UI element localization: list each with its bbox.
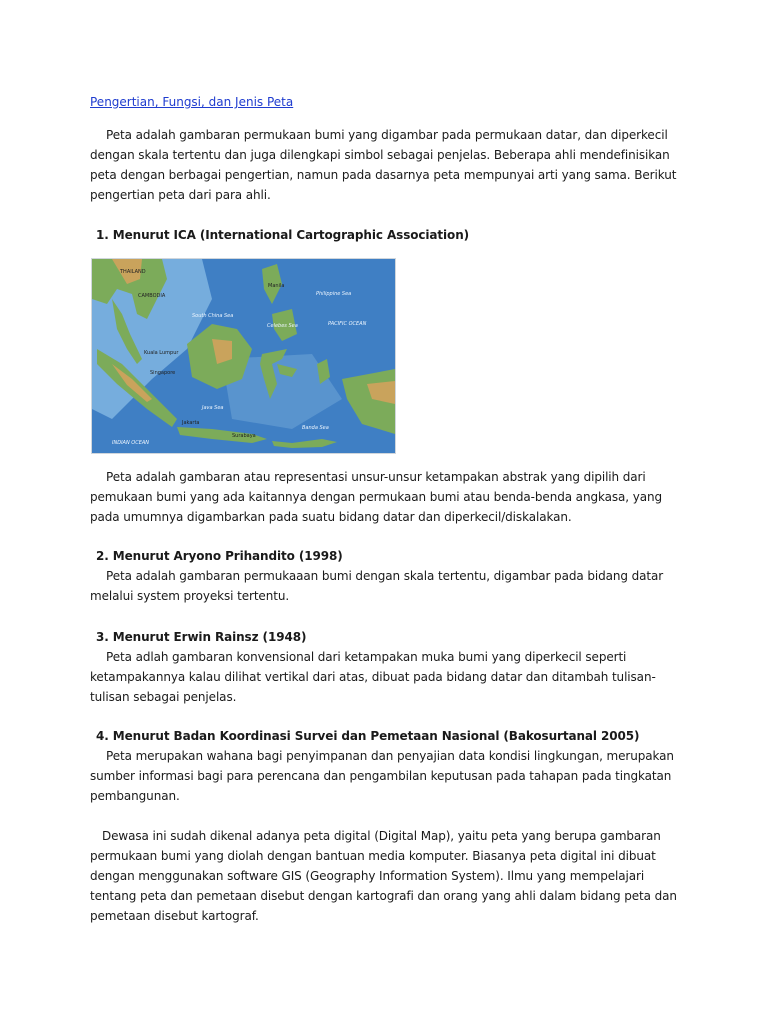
section-text: Peta merupakan wahana bagi penyimpanan dan penyajian data kondisi lingkungan, merupakan sumber informasi bagi para perencana dan pengambilan keputusan pada tahapan pada tingkatan pembangunan.	[90, 749, 674, 803]
map-label: THAILAND	[120, 269, 146, 275]
intro-paragraph: Peta adalah gambaran permukaan bumi yang digambar pada permukaan datar, dan diperkecil dengan skala tertentu dan juga dilengkapi simbol sebagai penjelas. Beberapa ahli mendefinisikan peta dengan berbagai pengertian, namun pada dasarnya peta mempunyai arti yang sama. Berikut pengertian peta dari para ahli.	[90, 128, 677, 202]
map-label: INDIAN OCEAN	[112, 440, 150, 446]
map-label: Java Sea	[202, 405, 224, 411]
map-label: Jakarta	[182, 420, 200, 426]
map-label: Celebes Sea	[267, 323, 298, 329]
section-text: Peta adalah gambaran atau representasi unsur-unsur ketampakan abstrak yang dipilih dari pemukaan bumi yang ada kaitannya dengan permukaan bumi atau benda-benda angkasa, yang pada umumnya digambarkan pada suatu bidang datar dan diperkecil/diskalakan.	[90, 470, 662, 524]
section-heading: 2. Menurut Aryono Prihandito (1998)	[96, 549, 343, 563]
section-text: Peta adlah gambaran konvensional dari ketampakan muka bumi yang diperkecil seperti ketampakannya kalau dilihat vertikal dari atas, dibuat pada bidang datar dan ditambah tulisan-tulisan sebagai penjelas.	[90, 650, 656, 704]
map-label: Manila	[268, 283, 285, 289]
indonesia-map-image	[91, 258, 396, 454]
map-label: Banda Sea	[302, 425, 329, 431]
map-label: Philippine Sea	[316, 291, 352, 297]
section-3-block	[90, 627, 680, 707]
map-label: PACIFIC OCEAN	[328, 321, 367, 327]
map-label: Surabaya	[232, 433, 256, 439]
section-1-text-block	[90, 467, 680, 527]
section-heading: 1. Menurut ICA (International Cartographic Association)	[96, 228, 470, 242]
closing-block	[90, 826, 680, 926]
map-label: Kuala Lumpur	[144, 350, 179, 356]
map-label: CAMBODIA	[138, 293, 166, 299]
section-heading: 3. Menurut Erwin Rainsz (1948)	[96, 630, 307, 644]
map-label: Singapore	[150, 370, 176, 376]
section-heading: 4. Menurut Badan Koordinasi Survei dan Pemetaan Nasional (Bakosurtanal 2005)	[96, 729, 640, 743]
section-1-heading-block	[90, 225, 680, 245]
title-link[interactable]: Pengertian, Fungsi, dan Jenis Peta	[90, 95, 294, 109]
section-text: Peta adalah gambaran permukaaan bumi dengan skala tertentu, digambar pada bidang datar melalui system proyeksi tertentu.	[90, 569, 664, 603]
map-label: South China Sea	[192, 313, 234, 319]
section-4-block	[90, 726, 680, 806]
closing-paragraph: Dewasa ini sudah dikenal adanya peta digital (Digital Map), yaitu peta yang berupa gambaran permukaan bumi yang diolah dengan bantuan media komputer. Biasanya peta digital ini dibuat dengan menggunakan software GIS (Geography Information System). Ilmu yang mempelajari tentang peta dan pemetaan disebut dengan kartografi dan orang yang ahli dalam bidang peta dan pemetaan disebut kartograf.	[90, 829, 677, 923]
section-2-block	[90, 546, 680, 606]
intro-block	[90, 125, 680, 205]
